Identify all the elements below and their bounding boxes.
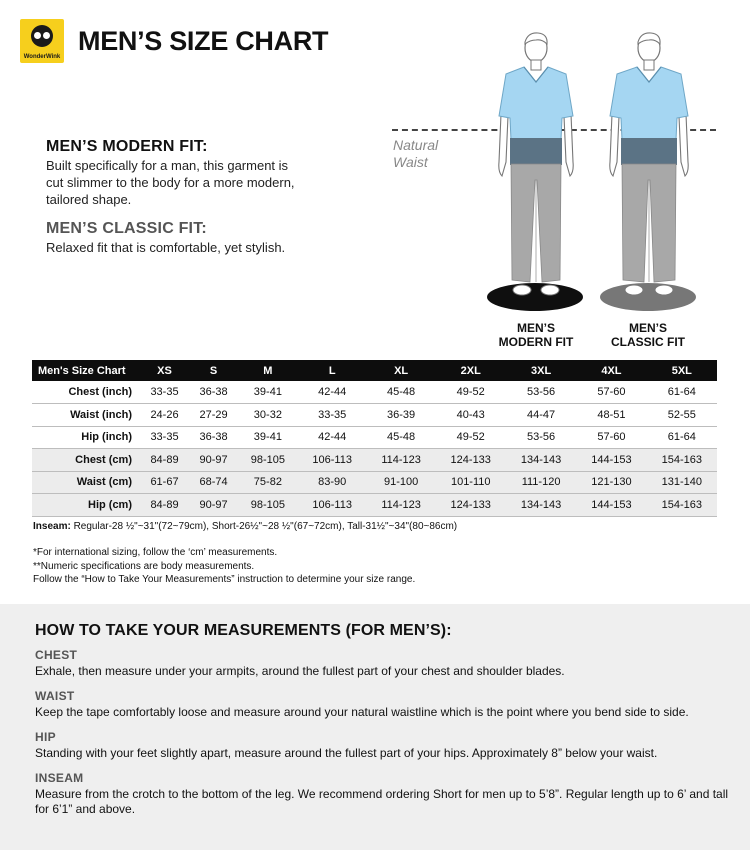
size-header: S (189, 360, 238, 381)
table-cell: 48-51 (576, 404, 646, 427)
row-label: Chest (cm) (32, 449, 140, 472)
row-label: Hip (cm) (32, 494, 140, 517)
inseam-note (33, 521, 457, 532)
modern-fit-caption: MEN’S MODERN FIT (498, 321, 574, 349)
size-header: M (238, 360, 298, 381)
table-cell: 33-35 (140, 426, 189, 449)
table-row (32, 471, 717, 494)
table-cell: 24-26 (140, 404, 189, 427)
inseam-label: Inseam: (33, 521, 71, 532)
table-corner-header: Men's Size Chart (32, 360, 140, 381)
table-cell: 57-60 (576, 381, 646, 404)
shirt (610, 67, 688, 140)
footnote: **Numeric specifications are body measurements. (33, 560, 255, 572)
modern-fit-figure (484, 30, 588, 316)
footnote: *For international sizing, follow the ‘cm’ measurements. (33, 547, 278, 558)
table-cell: 75-82 (238, 471, 298, 494)
how-to-measure-title: HOW TO TAKE YOUR MEASUREMENTS (FOR MEN’S): (35, 622, 452, 639)
table-cell: 98-105 (238, 449, 298, 472)
modern-fit-description: Built specifically for a man, this garment is cut slimmer to the body for a more modern, tailored shape. (46, 158, 295, 207)
table-row (32, 426, 717, 449)
table-cell: 111-120 (506, 471, 576, 494)
table-cell: 53-56 (506, 426, 576, 449)
size-header: XL (367, 360, 436, 381)
floor-shadow (487, 283, 583, 311)
logo-text: WonderWink (23, 54, 61, 60)
table-cell: 52-55 (647, 404, 717, 427)
hip-instruction: Standing with your feet slightly apart, measure around the fullest part of your hips. Approximately 8” below your waist. (35, 746, 658, 760)
row-label: Chest (inch) (32, 381, 140, 404)
table-cell: 36-39 (367, 404, 436, 427)
table-cell: 68-74 (189, 471, 238, 494)
table-cell: 98-105 (238, 494, 298, 517)
table-cell: 49-52 (436, 426, 506, 449)
table-cell: 33-35 (140, 381, 189, 404)
hip-label: HIP (35, 730, 56, 744)
inseam-text: Regular-28 ½"~31"(72~79cm), Short-26½"~28 ½"(67~72cm), Tall-31½"~34"(80~86cm) (70, 521, 458, 532)
table-cell: 91-100 (367, 471, 436, 494)
table-cell: 40-43 (436, 404, 506, 427)
row-label: Waist (cm) (32, 471, 140, 494)
table-cell: 90-97 (189, 494, 238, 517)
footnotes (33, 546, 415, 587)
table-cell: 42-44 (298, 426, 367, 449)
table-cell: 27-29 (189, 404, 238, 427)
page-title: MEN’S SIZE CHART (78, 26, 329, 56)
winking-face-logo-icon (31, 25, 53, 47)
table-cell: 39-41 (238, 381, 298, 404)
classic-fit-caption: MEN’S CLASSIC FIT (611, 321, 685, 349)
footnote: Follow the “How to Take Your Measurements” instruction to determine your size range. (33, 574, 416, 585)
table-row (32, 381, 717, 404)
modern-fit-heading: MEN’S MODERN FIT: (46, 138, 208, 155)
table-cell: 39-41 (238, 426, 298, 449)
table-cell: 61-64 (647, 426, 717, 449)
table-cell: 53-56 (506, 381, 576, 404)
waistband (621, 138, 677, 165)
size-header: 2XL (436, 360, 506, 381)
shirt (499, 67, 573, 140)
table-cell: 134-143 (506, 449, 576, 472)
classic-fit-heading: MEN’S CLASSIC FIT: (46, 220, 207, 237)
table-cell: 114-123 (367, 494, 436, 517)
size-header: L (298, 360, 367, 381)
table-row (32, 494, 717, 517)
chest-instruction: Exhale, then measure under your armpits, around the fullest part of your chest and shoulder blades. (35, 664, 565, 678)
table-cell: 44-47 (506, 404, 576, 427)
chest-label: CHEST (35, 648, 78, 662)
table-cell: 101-110 (436, 471, 506, 494)
table-cell: 45-48 (367, 426, 436, 449)
floor-shadow (600, 283, 696, 311)
table-header-row (32, 360, 717, 381)
table-cell: 154-163 (647, 494, 717, 517)
table-cell: 124-133 (436, 494, 506, 517)
row-label: Waist (inch) (32, 404, 140, 427)
table-cell: 131-140 (647, 471, 717, 494)
table-cell: 144-153 (576, 494, 646, 517)
table-cell: 36-38 (189, 381, 238, 404)
table-cell: 106-113 (298, 449, 367, 472)
table-cell: 33-35 (298, 404, 367, 427)
size-header: XS (140, 360, 189, 381)
size-chart-table (32, 360, 717, 517)
inseam-instruction: Measure from the crotch to the bottom of the leg. We recommend ordering Short for men up to 5’8”. Regular length up to 6’ and tall for 6’1” and above. (35, 787, 729, 816)
waist-instruction: Keep the tape comfortably loose and measure around your natural waistline which is the point where you bend side to side. (35, 705, 689, 719)
classic-fit-figure (597, 30, 701, 316)
table-row (32, 449, 717, 472)
table-cell: 61-67 (140, 471, 189, 494)
table-cell: 42-44 (298, 381, 367, 404)
table-cell: 30-32 (238, 404, 298, 427)
waist-label: WAIST (35, 689, 75, 703)
table-cell: 121-130 (576, 471, 646, 494)
table-cell: 61-64 (647, 381, 717, 404)
table-cell: 134-143 (506, 494, 576, 517)
table-cell: 49-52 (436, 381, 506, 404)
table-cell: 124-133 (436, 449, 506, 472)
waistband (510, 138, 562, 165)
natural-waist-label: Natural Waist (393, 137, 439, 170)
table-cell: 83-90 (298, 471, 367, 494)
inseam-label: INSEAM (35, 771, 84, 785)
table-cell: 36-38 (189, 426, 238, 449)
size-header: 5XL (647, 360, 717, 381)
table-cell: 45-48 (367, 381, 436, 404)
brand-logo (20, 19, 64, 63)
table-cell: 84-89 (140, 494, 189, 517)
table-cell: 154-163 (647, 449, 717, 472)
table-cell: 90-97 (189, 449, 238, 472)
classic-fit-description: Relaxed fit that is comfortable, yet stylish. (46, 240, 286, 255)
table-cell: 57-60 (576, 426, 646, 449)
table-cell: 114-123 (367, 449, 436, 472)
table-cell: 84-89 (140, 449, 189, 472)
size-header: 4XL (576, 360, 646, 381)
table-row (32, 404, 717, 427)
how-to-measure-panel (0, 604, 750, 850)
size-header: 3XL (506, 360, 576, 381)
table-cell: 106-113 (298, 494, 367, 517)
table-cell: 144-153 (576, 449, 646, 472)
row-label: Hip (inch) (32, 426, 140, 449)
